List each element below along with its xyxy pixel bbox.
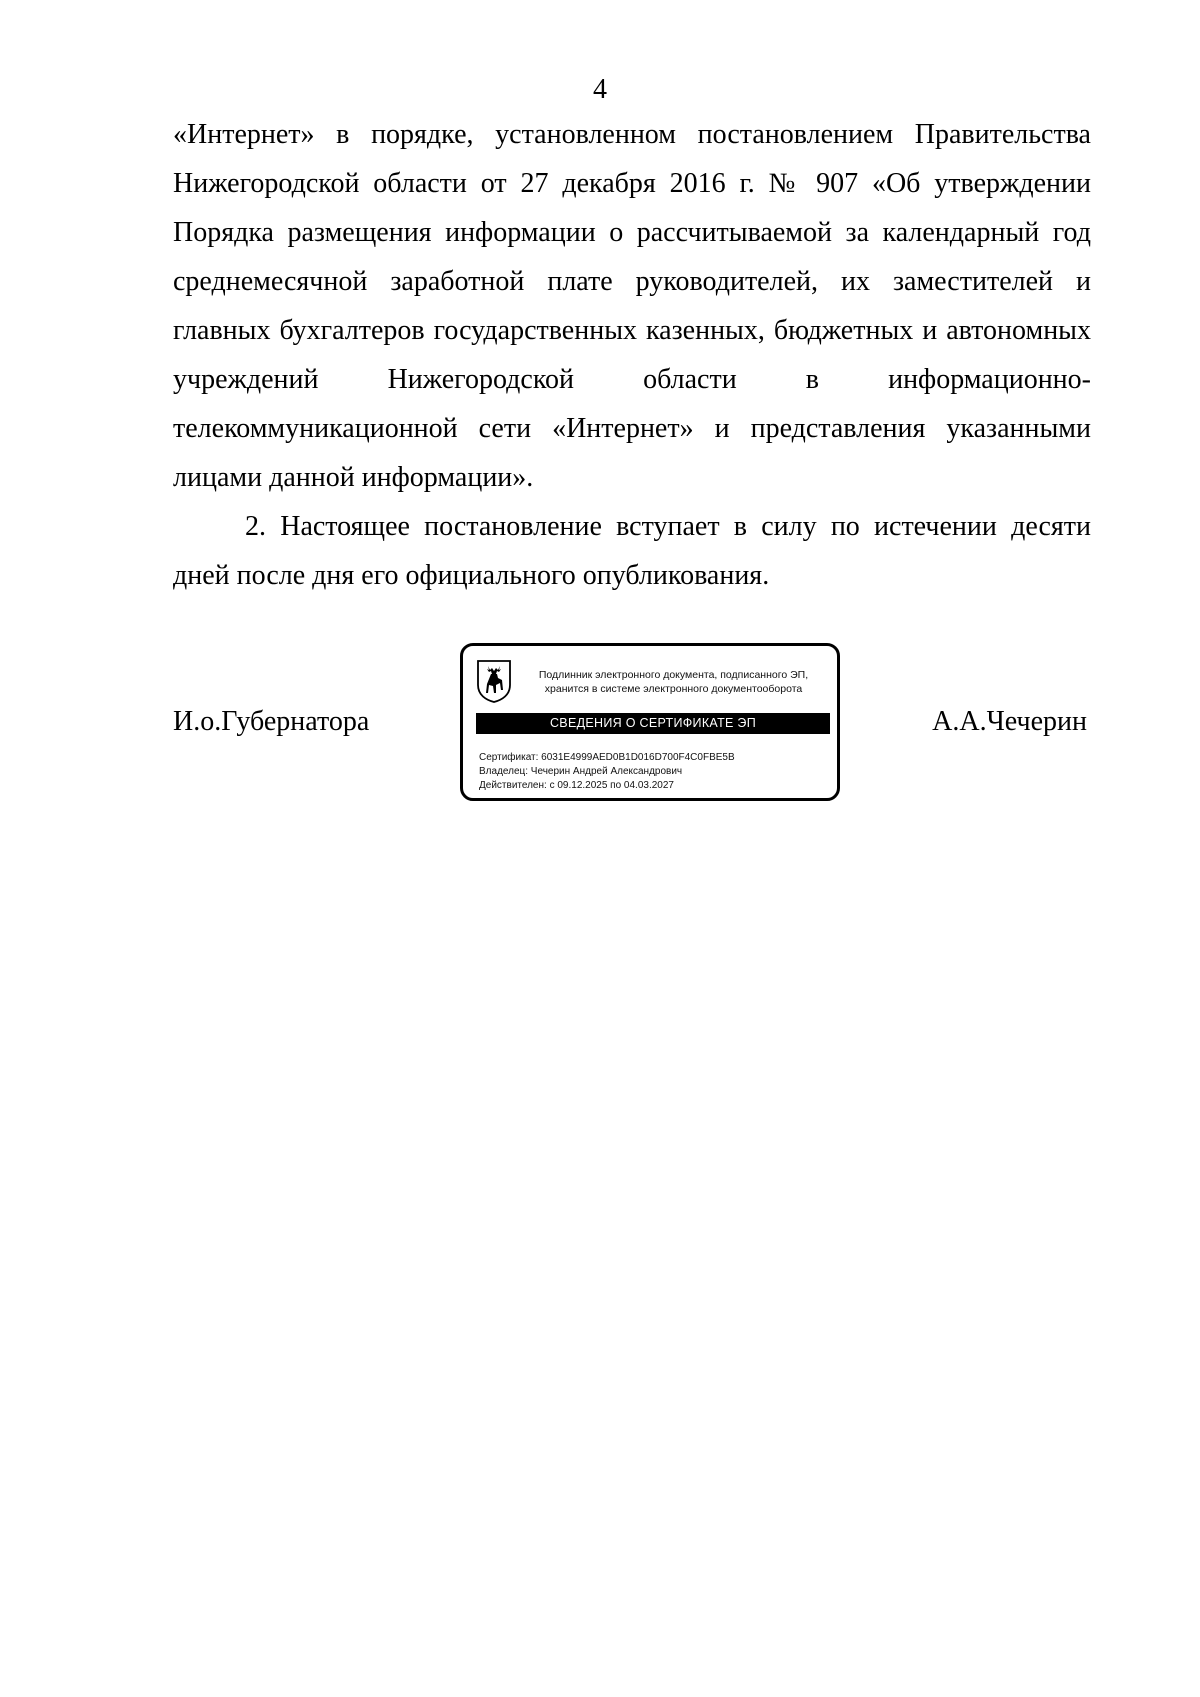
stamp-validity: Действителен: с 09.12.2025 по 04.03.2027: [479, 780, 674, 791]
stamp-owner: Владелец: Чечерин Андрей Александрович: [479, 766, 683, 777]
signer-position: И.о.Губернатора: [173, 706, 370, 737]
stamp-title-bar: СВЕДЕНИЯ О СЕРТИФИКАТЕ ЭП: [476, 713, 830, 734]
page-number: 4: [593, 74, 607, 105]
paragraph-item-2: 2. Настоящее постановление вступает в силу по истечении десяти дней после дня его официального опубликования.: [173, 511, 1091, 591]
stamp-certificate: Сертификат: 6031E4999AED0B1D016D700F4C0FBE5B: [479, 752, 735, 763]
stamp-header-line: Подлинник электронного документа, подписанного ЭП,: [538, 669, 809, 681]
stamp-header-line: хранится в системе электронного документооборота: [544, 683, 803, 695]
paragraph-continuation: «Интернет» в порядке, установленном постановлением Правительства Нижегородской области от 27 декабря 2016 г. № 907 «Об утверждении Порядка размещения информации о рассчитываемой за календарный год среднемесячной заработной плате руководителей, их заместителей и главных бухгалтеров государственных казенных, бюджетных и автономных учреждений Нижегородской области в информационно-телекоммуникационной сети «Интернет» и представления указанными лицами данной информации».: [173, 119, 1091, 493]
coat-of-arms-icon: [476, 659, 512, 703]
electronic-signature-stamp: [460, 643, 840, 801]
stamp-details: [479, 751, 735, 793]
document-body: [173, 110, 1091, 600]
stamp-header: [521, 668, 826, 696]
signer-name: А.А.Чечерин: [932, 706, 1087, 737]
